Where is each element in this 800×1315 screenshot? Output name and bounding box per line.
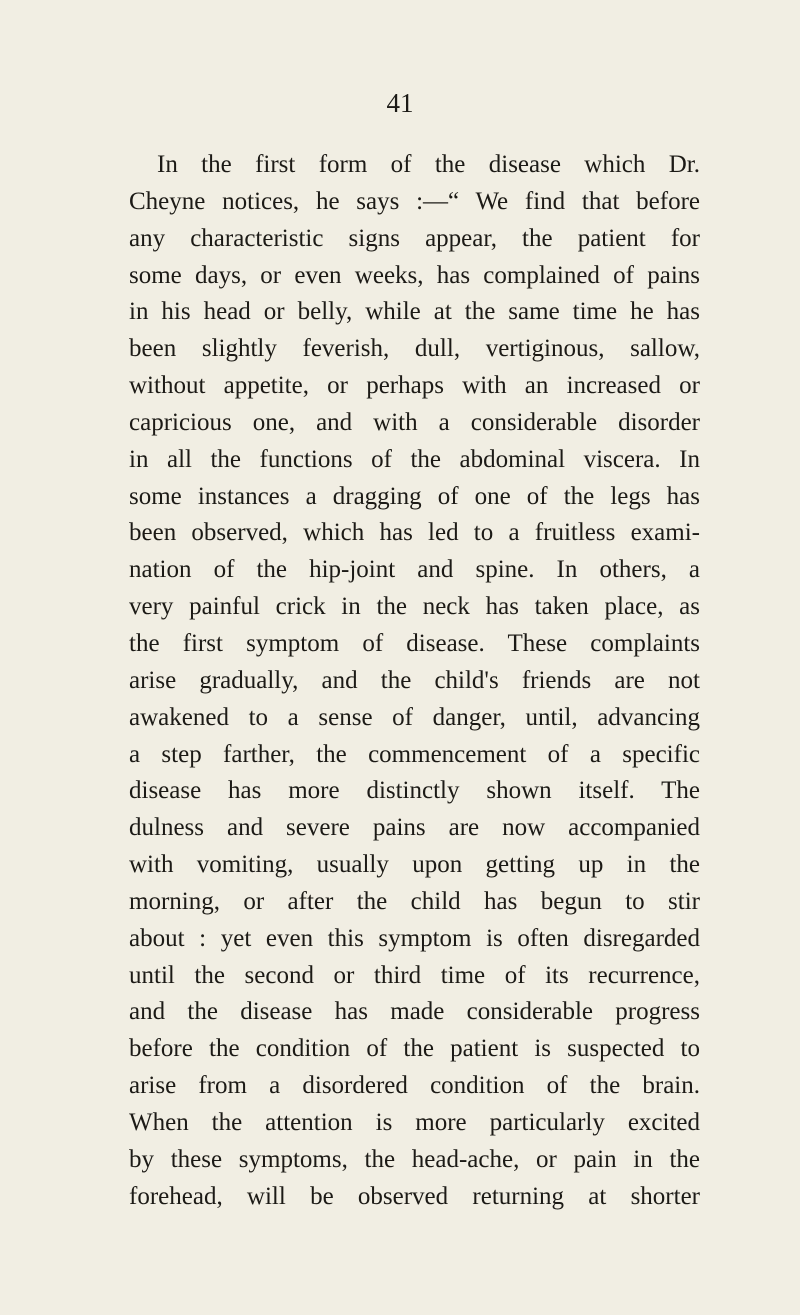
text-line: In the first form of the disease which Dr. [157, 151, 700, 178]
text-line: arise gradually, and the child's friends are not [129, 666, 700, 694]
text-line: with vomiting, usually upon getting up in the [129, 851, 700, 879]
text-line: without appetite, or perhaps with an increased or [129, 372, 700, 400]
text-line: forehead, will be observed returning at shorter [129, 1182, 700, 1210]
text-line: before the condition of the patient is suspected to [129, 1035, 700, 1063]
text-line: When the attention is more particularly excited [129, 1108, 700, 1136]
text-line: in his head or belly, while at the same time he has [129, 298, 700, 326]
text-line: disease has more distinctly shown itself. The [129, 777, 700, 805]
text-line: very painful crick in the neck has taken place, as [129, 593, 700, 621]
text-line: capricious one, and with a considerable disorder [129, 408, 700, 436]
text-line: been slightly feverish, dull, vertiginous, sallow, [129, 335, 700, 363]
text-line: by these symptoms, the head-ache, or pain in the [129, 1145, 700, 1173]
text-line: until the second or third time of its recurrence, [129, 961, 700, 989]
body-text [129, 147, 700, 1215]
text-line: some days, or even weeks, has complained of pains [129, 261, 700, 289]
text-line: morning, or after the child has begun to stir [129, 887, 700, 915]
page-number: 41 [386, 88, 414, 118]
text-line: nation of the hip-joint and spine. In others, a [129, 556, 700, 584]
text-line: a step farther, the commencement of a specific [129, 740, 700, 768]
text-line: in all the functions of the abdominal viscera. In [129, 445, 700, 473]
text-line: arise from a disordered condition of the brain. [129, 1072, 700, 1100]
text-line: the first symptom of disease. These complaints [129, 629, 700, 657]
text-line: any characteristic signs appear, the patient for [129, 224, 700, 252]
text-line: Cheyne notices, he says :—“ We find that before [129, 187, 700, 215]
text-line: some instances a dragging of one of the legs has [129, 482, 700, 510]
text-line: dulness and severe pains are now accompanied [129, 814, 700, 842]
text-line: been observed, which has led to a fruitless exami- [129, 519, 700, 547]
text-line: awakened to a sense of danger, until, advancing [129, 703, 700, 731]
text-line: about : yet even this symptom is often disregarded [129, 924, 700, 952]
text-line: and the disease has made considerable progress [129, 998, 700, 1026]
